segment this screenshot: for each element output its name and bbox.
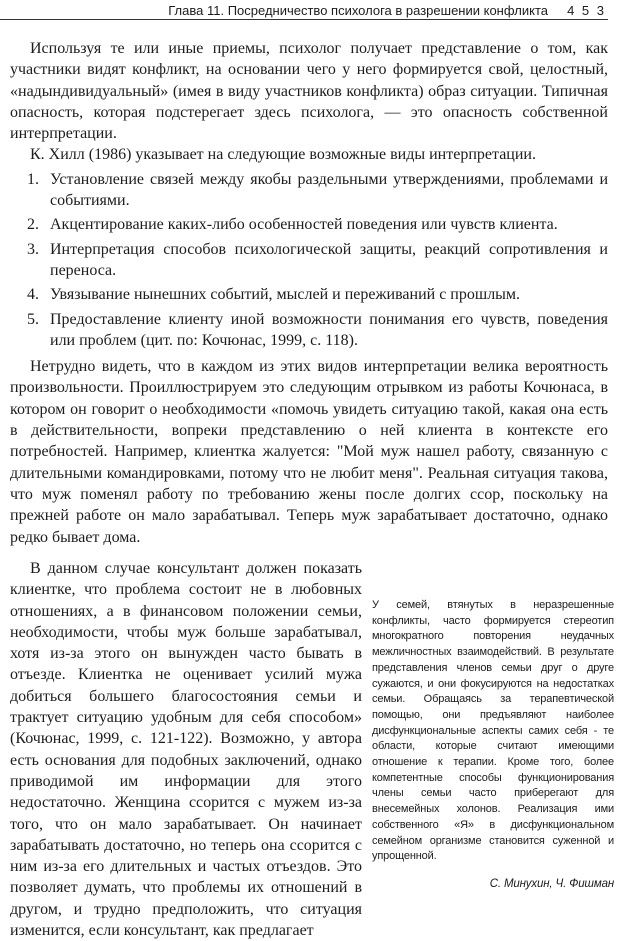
sidebar-quote [372,598,614,893]
main-text [10,38,608,548]
paragraph: Нетрудно видеть, что в каждом из этих видов интерпретации велика вероятность произвольности. Проиллюстрируем это следующим отрывком из работы Кочюнаса, в котором он говорит о необходимости «помочь увидеть ситуацию такой, какая она есть в действительности, вопреки представлению о ней клиента в контексте его потребностей. Например, клиентка жалуется: "Мой муж нашел работу, связанную с длительными командировками, потому что не любит меня". Реальная ситуация такова, что муж поменял работу по требованию жены после долгих ссор, поскольку на прежней работе он мало зарабатывал. Теперь муж зарабатывает достаточно, однако редко бывает дома. [10,358,608,546]
list-number: 5. [27,310,39,328]
list-item-text: Увязывание нынешних событий, мыслей и переживаний с прошлым. [50,286,521,304]
list-item [10,214,608,235]
interpretation-list [10,169,608,351]
list-item-text: Предоставление клиенту иной возможности понимания его чувств, поведения или проблем (цит. по: Кочюнас, 1999, с. 118). [50,310,608,349]
list-item-text: Интерпретация способов психологической защиты, реакций сопротивления и переноса. [50,240,608,279]
list-number: 1. [27,170,39,188]
paragraph: Используя те или иные приемы, психолог получает представление о том, как участники видят конфликт, на основании чего у него формируется свой, целостный, «надындивидуальный» (имея в виду участников конфликта) образ ситуации. Типичная опасность, которая подстерегает здесь психолога, — это опасность собственной интерпретации. [10,40,608,143]
list-number: 3. [27,240,39,258]
list-item [10,169,608,212]
running-header [0,3,608,20]
quote-author: С. Минухин, Ч. Фишман [489,877,614,890]
paragraph: К. Хилл (1986) указывает на следующие возможные виды интерпретации. [30,146,536,164]
narrow-column-text [10,558,362,941]
page-number: 4 5 3 [567,3,606,18]
paragraph-continued: В данном случае консультант должен показать клиентке, что проблема состоит не в любовных отношениях, а в финансовом положении семьи, необходимости, чтобы муж больше зарабатывал, хотя из-за этого он вынужден часто бывать в отъезде. Клиентка не оценивает усилий мужа добиться большего благосостояния семьи и трактует ситуацию удобным для себя способом» (Кочюнас, 1999, с. 121-122). Возможно, у автора есть основания для подобных заключений, однако приводимой им информации для этого недостаточно. Женщина ссорится с мужем из-за того, что он мало зарабатывает. Он начинает зарабатывать достаточно, но теперь она ссорится с ним из-за его длительных и частых отъездов. Это позволяет думать, что проблемы их отношений в другом, и трудно предположить, что ситуация изменится, если консультант, как предлагает [10,560,362,940]
list-item [10,309,608,352]
list-item-text: Акцентирование каких-либо особенностей поведения или чувств клиента. [50,216,558,234]
list-number: 2. [27,216,39,234]
quote-text: У семей, втянутых в неразрешенные конфликты, часто формируется стереотип многократного повторения неудачных межличностных взаимодействий. В результате представления членов семьи друг о друге сужаются, и они фокусируются на недостатках семьи. Обращаясь за терапевтической помощью, они предъявляют наиболее дисфункциональные аспекты самих себя - те области, которые считают имеющими отношение к терапии. Кроме того, более компетентные способы функционирования члены семьи часто приберегают для внесемейных холонов. Реализация ими собственного «Я» в дисфункциональном семейном организме становится суженной и упрощенной. [372,599,614,863]
chapter-title: Глава 11. Посредничество психолога в разрешении конфликта [168,3,548,18]
list-number: 4. [27,286,39,304]
list-item [10,284,608,305]
list-item-text: Установление связей между якобы раздельными утверждениями, проблемами и событиями. [50,170,608,210]
list-item [10,239,608,282]
